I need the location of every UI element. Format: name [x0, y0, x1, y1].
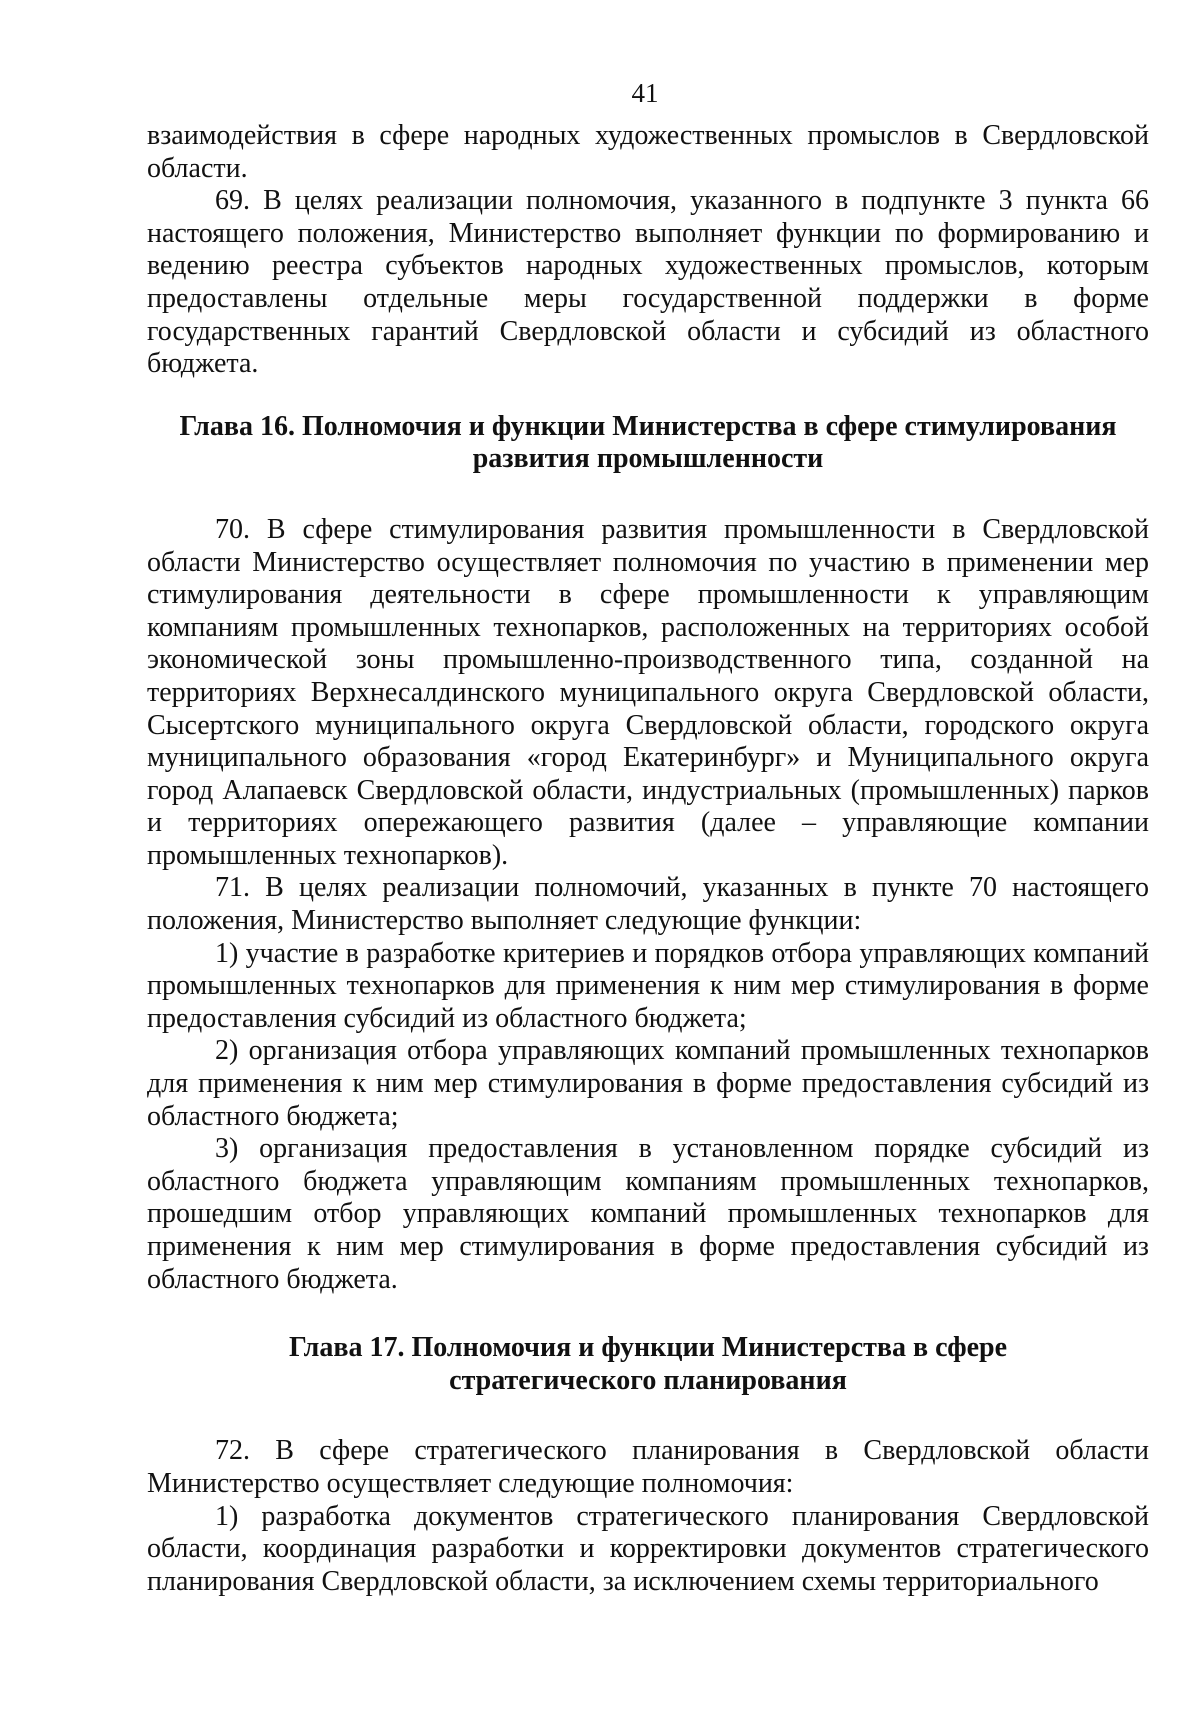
- document-body: [147, 120, 1149, 1598]
- page-number: 41: [631, 78, 659, 108]
- chapter-16-heading: [147, 411, 1149, 476]
- chapter-16-heading-line-1: Глава 16. Полномочия и функции Министерства в сфере стимулирования: [179, 410, 1117, 442]
- paragraph-70: 70. В сфере стимулирования развития промышленности в Свердловской области Министерство осуществляет полномочия по участию в применении мер стимулирования деятельности в сфере промышленности к управляющим компаниям промышленных технопарков, расположенных на территориях особой экономической зоны промышленно-производственного типа, созданной на территориях Верхнесалдинского муниципального округа Свердловской области, Сысертского муниципального округа Свердловской области, городского округа муниципального образования «город Екатеринбург» и Муниципального округа город Алапаевск Свердловской области, индустриальных (промышленных) парков и территориях опережающего развития (далее – управляющие компании промышленных технопарков).: [147, 513, 1149, 871]
- chapter-16-heading-line-2: развития промышленности: [472, 443, 824, 475]
- chapter-17-heading-line-2: стратегического планирования: [449, 1364, 847, 1396]
- paragraph-69: 69. В целях реализации полномочия, указанного в подпункте 3 пункта 66 настоящего положения, Министерство выполняет функции по формированию и ведению реестра субъектов народных художественных промыслов, которым предоставлены отдельные меры государственной поддержки в форме государственных гарантий Свердловской области и субсидий из областного бюджета.: [147, 185, 1149, 380]
- chapter-17-heading-line-1: Глава 17. Полномочия и функции Министерства в сфере: [288, 1332, 1008, 1364]
- paragraph-71-item-2: 2) организация отбора управляющих компаний промышленных технопарков для применения к ним мер стимулирования в форме предоставления субсидий из областного бюджета;: [147, 1035, 1149, 1132]
- paragraph-72: 72. В сфере стратегического планирования в Свердловской области Министерство осуществляет следующие полномочия:: [147, 1435, 1149, 1499]
- chapter-17-heading: [147, 1332, 1149, 1397]
- paragraph-intro-continuation: взаимодействия в сфере народных художественных промыслов в Свердловской области.: [147, 120, 1149, 184]
- paragraph-71-item-3: 3) организация предоставления в установленном порядке субсидий из областного бюджета управляющим компаниям промышленных технопарков, прошедшим отбор управляющих компаний промышленных технопарков для применения к ним мер стимулирования в форме предоставления субсидий из областного бюджета.: [147, 1133, 1149, 1295]
- paragraph-71: 71. В целях реализации полномочий, указанных в пункте 70 настоящего положения, Министерство выполняет следующие функции:: [147, 872, 1149, 937]
- paragraph-72-item-1: 1) разработка документов стратегического планирования Свердловской области, координация разработки и корректировки документов стратегического планирования Свердловской области, за исключением схемы территориального: [147, 1500, 1149, 1597]
- paragraph-71-item-1: 1) участие в разработке критериев и порядков отбора управляющих компаний промышленных технопарков для применения к ним мер стимулирования в форме предоставления субсидий из областного бюджета;: [147, 937, 1149, 1034]
